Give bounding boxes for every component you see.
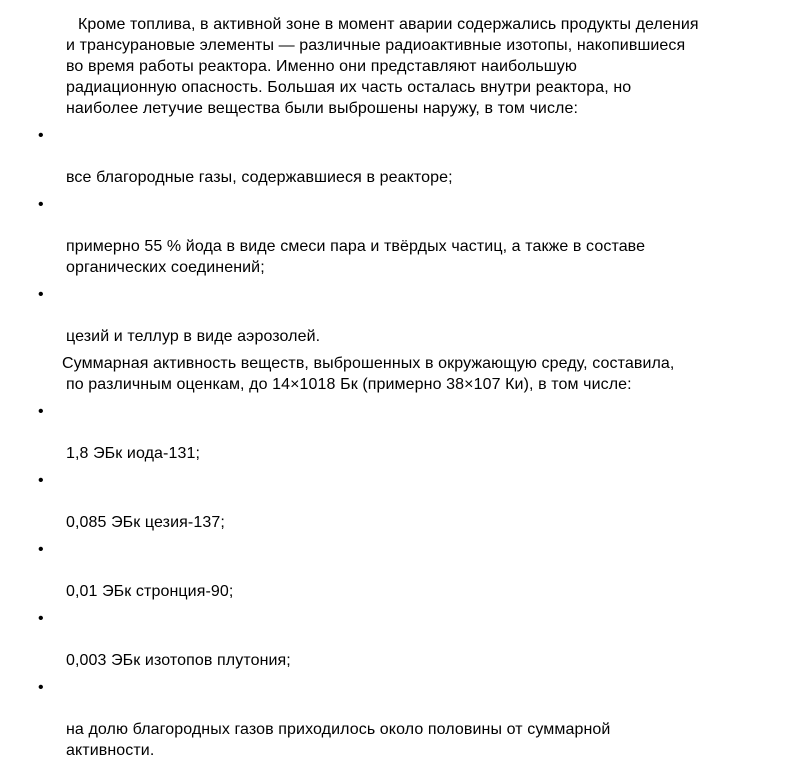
list-item [38,677,768,761]
bullet-icon: • [38,286,44,303]
bullet-icon: • [38,541,44,558]
bullet-icon: • [38,472,44,489]
volatile-substances-list [38,125,768,347]
list-item-text: 0,01 ЭБк стронция-90; [66,583,234,600]
list-item-text: 0,003 ЭБк изотопов плутония; [66,652,291,669]
slide-body [38,14,768,761]
bullet-icon: • [38,127,44,144]
list-item [38,194,768,278]
activity-breakdown-list [38,401,768,761]
list-item [38,539,768,602]
bullet-icon: • [38,196,44,213]
list-item-text: цезий и теллур в виде аэрозолей. [66,328,321,345]
list-item [38,401,768,464]
list-item-text: 1,8 ЭБк иода-131; [66,445,201,462]
list-item [38,284,768,347]
bullet-icon: • [38,679,44,696]
list-item [38,608,768,671]
list-item-text: все благородные газы, содержавшиеся в реакторе; [66,169,453,186]
intro-paragraph: Кроме топлива, в активной зоне в момент аварии содержались продукты деления и трансурановые элементы — различные радиоактивные изотопы, накопившиеся во время работы реактора. Именно они представляют наибольшую радиационную опасность. Большая их часть осталась внутри реактора, но наиболее летучие вещества были выброшены наружу, в том числе: [66,16,699,117]
list-item-text: примерно 55 % йода в виде смеси пара и твёрдых частиц, а также в составе органических соединений; [66,238,646,276]
bullet-icon: • [38,403,44,420]
list-item-text: 0,085 ЭБк цезия-137; [66,514,225,531]
list-item [38,125,768,188]
list-item [38,470,768,533]
total-activity-paragraph: Суммарная активность веществ, выброшенных в окружающую среду, составила, по различным оценкам, до 14×1018 Бк (примерно 38×107 Ки), в том числе: [62,355,675,393]
bullet-icon: • [38,610,44,627]
list-item-text: на долю благородных газов приходилось около половины от суммарной активности. [66,721,611,759]
